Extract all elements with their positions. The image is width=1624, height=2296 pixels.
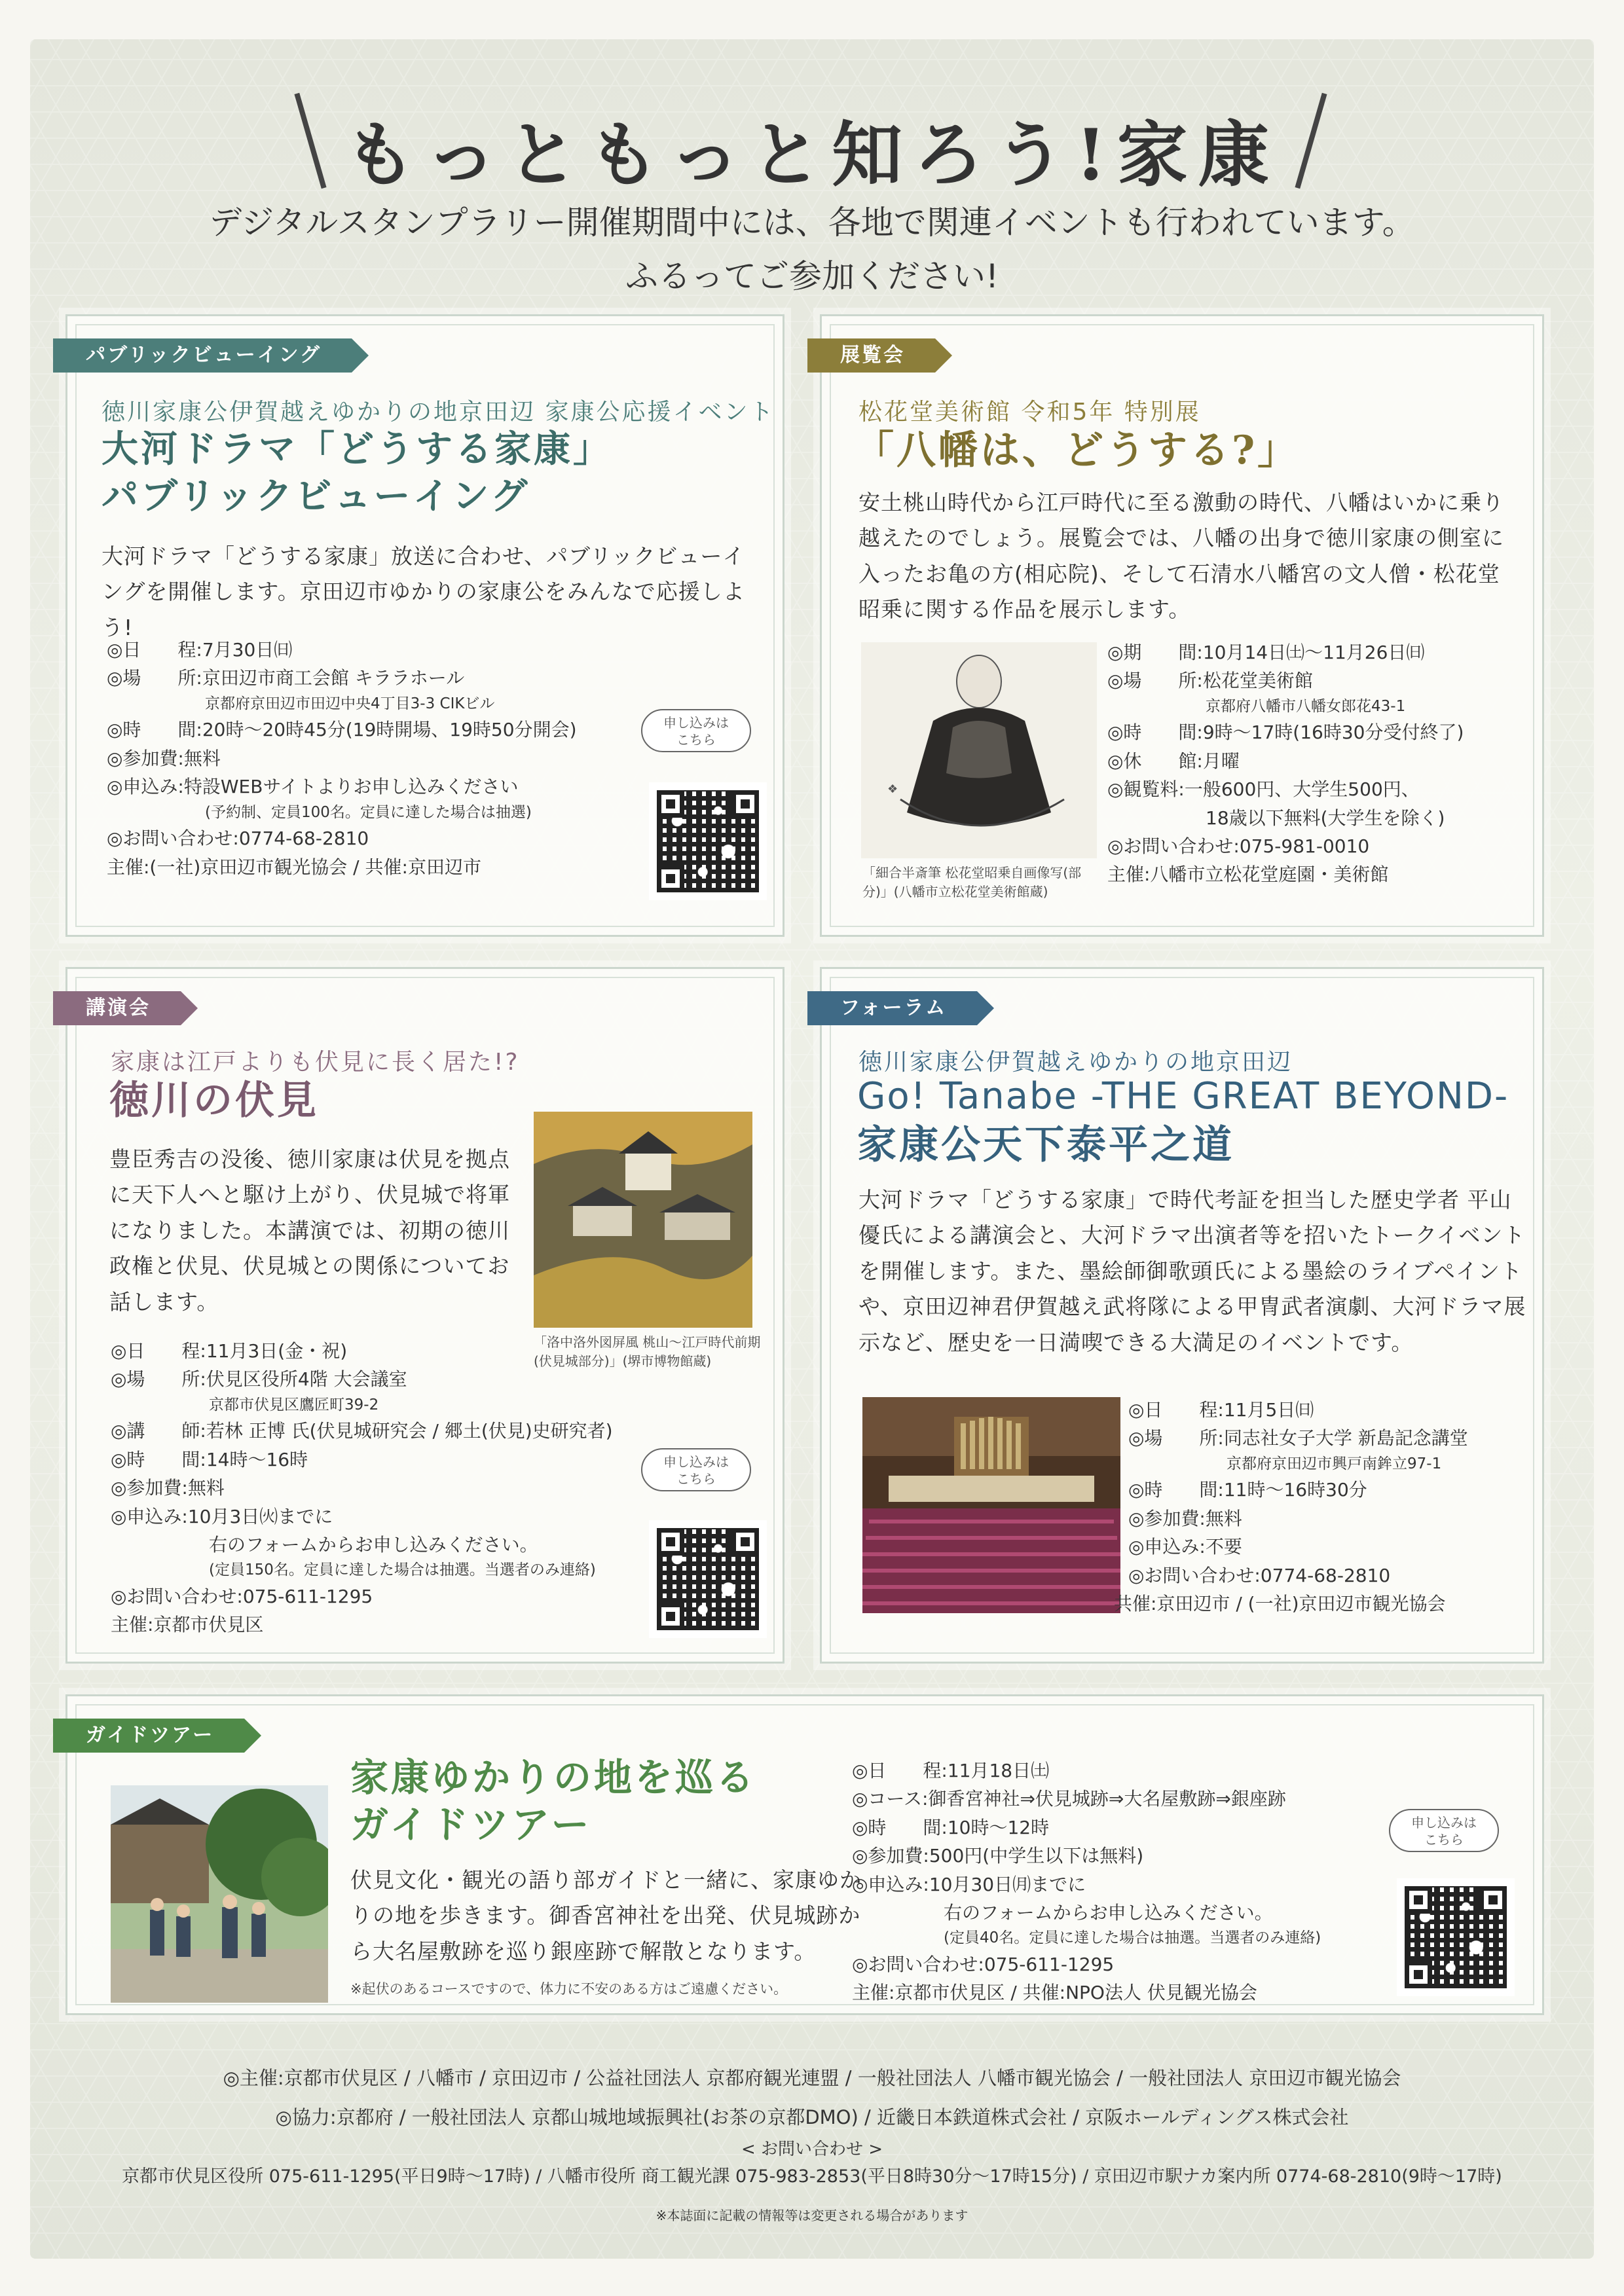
- event-place: ◎場 所:松花堂美術館: [1107, 670, 1313, 692]
- event-place: ◎場 所:京田辺市商工会館 キララホール: [107, 667, 465, 689]
- event-title-line-2: 家康公天下泰平之道: [857, 1122, 1234, 1168]
- footer-disclaimer: ※本誌面に記載の情報等は変更される場合があります: [655, 2208, 969, 2223]
- event-time: ◎時 間:10時～12時: [852, 1816, 1050, 1838]
- event-apply: ◎申込み:10月30日㈪までに: [852, 1873, 1086, 1895]
- event-organizer: 主催:八幡市立松花堂庭園・美術館: [1107, 864, 1389, 886]
- lead-line-1: デジタルスタンプラリー開催期間中には、各地で関連イベントも行われています。: [209, 204, 1415, 242]
- event-time: ◎時 間:20時～20時45分(19時開場、19時50分開会): [107, 719, 577, 741]
- event-apply-note: (定員150名。定員に達した場合は抽選。当選者のみ連絡): [209, 1561, 596, 1579]
- event-time: ◎時 間:9時～17時(16時30分受付終了): [1107, 721, 1464, 744]
- event-fee: ◎参加費:無料: [1128, 1507, 1242, 1529]
- category-tag: 講演会: [53, 991, 181, 1025]
- folding-screen-image: [534, 1112, 752, 1328]
- event-lecturer: ◎講 師:若林 正博 氏(伏見城研究会 / 郷土(伏見)史研究者): [111, 1420, 613, 1442]
- footer-contact-heading: < お問い合わせ >: [741, 2140, 883, 2159]
- category-tag: フォーラム: [807, 991, 977, 1025]
- event-title-line-1: 大河ドラマ「どうする家康」: [101, 428, 612, 471]
- event-fee: ◎参加費:無料: [107, 747, 221, 769]
- event-note: ※起伏のあるコースですので、体力に不安のある方はご遠慮ください。: [350, 1981, 788, 1997]
- event-description: 安土桃山時代から江戸時代に至る激動の時代、八幡はいかに乗り越えたのでしょう。展覧会では、八幡の出身で徳川家康の側室に入ったお亀の方(相応院)、そして石清水八幡宮の文人僧・松花堂昭乗に関する作品を展示します。: [858, 490, 1504, 623]
- event-subtitle: 松花堂美術館 令和5年 特別展: [858, 399, 1201, 426]
- event-contact: ◎お問い合わせ:075-611-1295: [852, 1953, 1115, 1975]
- event-description: 大河ドラマ「どうする家康」で時代考証を担当した歴史学者 平山優氏による講演会と、大河ドラマ出演者等を招いたトークイベントを開催します。また、墨絵師御歌頭氏による墨絵のライブペイントや、京田辺神君伊賀越え武将隊による甲冑武者演劇、大河ドラマ展示など、歴史を一日満喫できる大満足のイベントです。: [858, 1187, 1526, 1355]
- guided-tour-card: [65, 1694, 1544, 2015]
- event-apply: ◎申込み:10月3日㈫までに: [111, 1505, 333, 1527]
- tour-photo: [111, 1785, 328, 2003]
- event-subtitle: 徳川家康公伊賀越えゆかりの地京田辺 家康公応援イベント: [101, 399, 775, 426]
- svg-text:❖: ❖: [887, 782, 898, 796]
- artwork-caption: 「細合半斎筆 松花堂昭乗自画像写(部分)」(八幡市立松花堂美術館蔵): [862, 865, 1082, 900]
- event-details: [1114, 1396, 1534, 1618]
- page-title: もっともっと知ろう!家康: [344, 114, 1280, 196]
- exhibition-card: [820, 314, 1544, 937]
- event-organizer: 主催:京都市伏見区: [111, 1614, 264, 1636]
- event-subtitle: 徳川家康公伊賀越えゆかりの地京田辺: [858, 1049, 1293, 1076]
- event-apply-line-2: 右のフォームからお申し込みください。: [944, 1901, 1273, 1923]
- public-viewing-card: [65, 314, 784, 937]
- lecture-card: [65, 967, 784, 1664]
- category-tag: パブリックビューイング: [53, 338, 352, 373]
- event-period: ◎期 間:10月14日㈯～11月26日㈰: [1107, 642, 1425, 663]
- event-date: ◎日 程:11月3日(金・祝): [111, 1340, 348, 1362]
- event-contact: ◎お問い合わせ:0774-68-2810: [107, 828, 369, 850]
- footer-contact-details: 京都市伏見区役所 075-611-1295(平日9時～17時) / 八幡市役所 商工観光課 075-983-2853(平日8時30分～17時15分) / 京田辺市駅ナカ案内所 0774-68-2810(9時～17時): [122, 2166, 1502, 2187]
- event-details: [1107, 638, 1533, 889]
- image-caption: 「洛中洛外図屏風 桃山～江戸時代前期(伏見城部分)」(堺市博物館蔵): [534, 1334, 761, 1369]
- event-apply: ◎申込み:不要: [1128, 1536, 1242, 1558]
- category-tag: 展覧会: [807, 338, 935, 373]
- event-subtitle: 家康は江戸よりも伏見に長く居た!?: [111, 1049, 520, 1076]
- category-tag: ガイドツアー: [53, 1719, 244, 1753]
- event-fee: ◎観覧料:一般600円、大学生500円、: [1107, 778, 1420, 801]
- event-apply-note: (予約制、定員100名。定員に達した場合は抽選): [205, 803, 532, 821]
- event-place-address: 京都府京田辺市興戸南鉾立97-1: [1227, 1455, 1442, 1472]
- apply-qr-code[interactable]: [1397, 1878, 1515, 1996]
- apply-here-bubble: 申し込みは こちら: [1389, 1809, 1499, 1852]
- event-fee: ◎参加費:無料: [111, 1477, 225, 1499]
- event-place: ◎場 所:同志社女子大学 新島記念講堂: [1128, 1427, 1468, 1449]
- event-contact: ◎お問い合わせ:0774-68-2810: [1128, 1564, 1391, 1586]
- event-fee: ◎参加費:500円(中学生以下は無料): [852, 1845, 1144, 1867]
- event-title: 徳川の伏見: [109, 1078, 319, 1123]
- event-details: [852, 1757, 1402, 2007]
- apply-here-bubble: 申し込みは こちら: [641, 1448, 751, 1491]
- auditorium-image: [862, 1397, 1120, 1613]
- event-title-line-2: ガイドツアー: [350, 1802, 592, 1847]
- event-date: ◎日 程:7月30日㈰: [107, 639, 293, 661]
- event-place-address: 京都府八幡市八幡女郎花43-1: [1206, 697, 1406, 715]
- event-organizer: 共催:京田辺市 / (一社)京田辺市観光協会: [1114, 1592, 1446, 1614]
- event-details: [111, 1337, 726, 1639]
- event-apply: ◎申込み:特設WEBサイトよりお申し込みください: [107, 776, 519, 798]
- event-details: [107, 636, 670, 881]
- event-contact: ◎お問い合わせ:075-611-1295: [111, 1586, 373, 1608]
- event-title-line-1: Go! Tanabe -THE GREAT BEYOND-: [857, 1075, 1509, 1118]
- event-description: 豊臣秀吉の没後、徳川家康は伏見を拠点に天下人へと駆け上がり、伏見城で将軍になりました。本講演では、初期の徳川政権と伏見、伏見城との関係についてお話します。: [109, 1146, 510, 1315]
- event-organizer: 主催:(一社)京田辺市観光協会 / 共催:京田辺市: [107, 856, 481, 878]
- event-closed: ◎休 館:月曜: [1107, 750, 1240, 772]
- event-title-line-2: パブリックビューイング: [101, 475, 530, 518]
- footer-organizers: ◎主催:京都市伏見区 / 八幡市 / 京田辺市 / 公益社団法人 京都府観光連盟 / 一般社団法人 八幡市観光協会 / 一般社団法人 京田辺市観光協会: [223, 2067, 1401, 2089]
- lead-line-2: ふるってご参加ください!: [625, 257, 999, 295]
- event-time: ◎時 間:14時～16時: [111, 1448, 308, 1470]
- event-fee-note: 18歳以下無料(大学生を除く): [1206, 807, 1445, 829]
- event-apply-note: (定員40名。定員に達した場合は抽選。当選者のみ連絡): [944, 1929, 1321, 1947]
- event-place-address: 京都府京田辺市田辺中央4丁目3-3 CIKビル: [205, 695, 495, 712]
- event-contact: ◎お問い合わせ:075-981-0010: [1107, 835, 1370, 857]
- event-date: ◎日 程:11月18日㈯: [852, 1760, 1050, 1781]
- event-organizer: 主催:京都市伏見区 / 共催:NPO法人 伏見観光協会: [852, 1982, 1257, 2004]
- event-description: 大河ドラマ「どうする家康」放送に合わせ、パブリックビューイングを開催します。京田辺市ゆかりの家康公をみんなで応援しよう!: [101, 543, 745, 640]
- event-time: ◎時 間:11時～16時30分: [1128, 1479, 1367, 1501]
- event-date: ◎日 程:11月5日㈰: [1128, 1399, 1314, 1421]
- forum-card: [820, 967, 1544, 1664]
- event-place: ◎場 所:伏見区役所4階 大会議室: [111, 1368, 407, 1391]
- apply-here-bubble: 申し込みは こちら: [641, 709, 751, 752]
- apply-qr-code[interactable]: [649, 782, 767, 900]
- event-course: ◎コース:御香宮神社⇒伏見城跡⇒大名屋敷跡⇒銀座跡: [852, 1788, 1286, 1810]
- event-apply-line-2: 右のフォームからお申し込みください。: [209, 1533, 538, 1556]
- event-place-address: 京都市伏見区鷹匠町39-2: [209, 1396, 379, 1413]
- event-title: 「八幡は、どうする?」: [855, 428, 1300, 473]
- footer-cooperators: ◎協力:京都府 / 一般社団法人 京都山城地域振興社(お茶の京都DMO) / 近畿日本鉄道株式会社 / 京阪ホールディングス株式会社: [275, 2106, 1349, 2128]
- apply-qr-code[interactable]: [649, 1520, 767, 1638]
- event-description: 伏見文化・観光の語り部ガイドと一緒に、家康ゆかりの地を歩きます。御香宮神社を出発、伏見城跡から大名屋敷跡を巡り銀座跡で解散となります。: [350, 1867, 862, 1964]
- artwork-image: [861, 642, 1097, 858]
- event-title-line-1: 家康ゆかりの地を巡る: [350, 1755, 757, 1800]
